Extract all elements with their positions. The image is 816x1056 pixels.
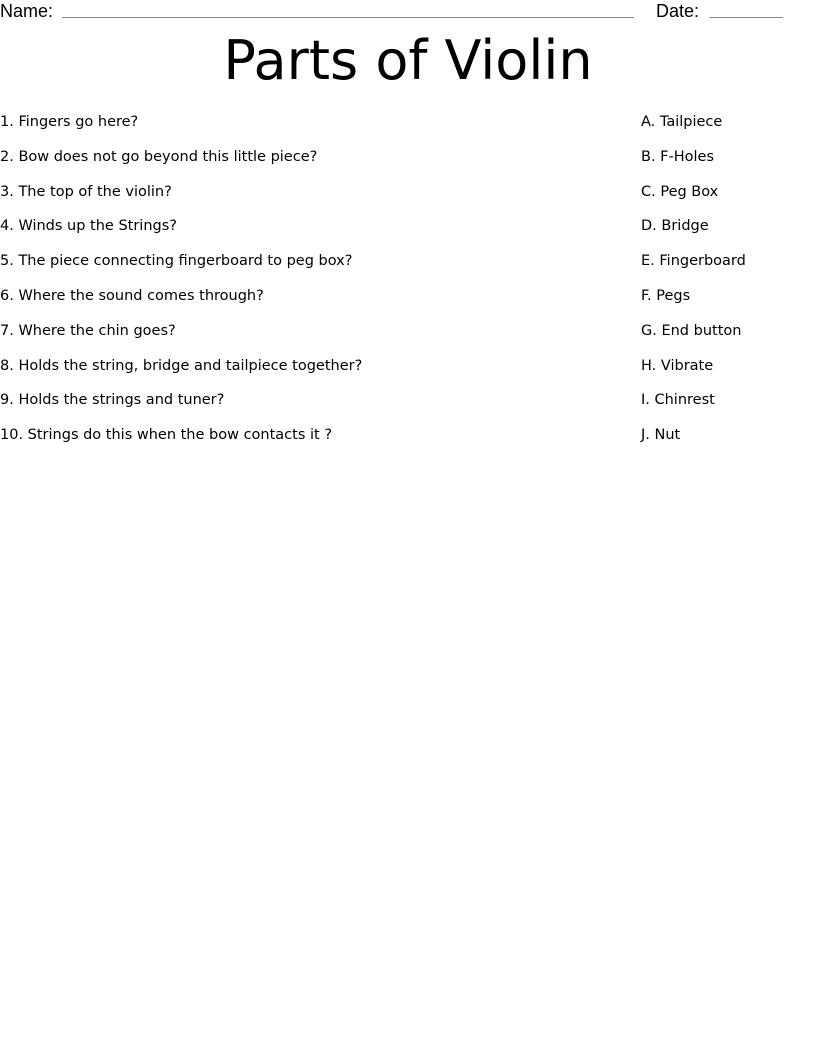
question-list bbox=[0, 111, 620, 459]
answer-item: H. Vibrate bbox=[641, 357, 714, 374]
page-title: Parts of Violin bbox=[223, 29, 593, 92]
question-item: 7. Where the chin goes? bbox=[0, 322, 176, 339]
question-item: 8. Holds the string, bridge and tailpiece together? bbox=[0, 357, 363, 374]
date-blank-line bbox=[709, 17, 783, 18]
answer-item: C. Peg Box bbox=[641, 183, 719, 200]
answer-item: E. Fingerboard bbox=[641, 253, 746, 270]
answer-item: G. End button bbox=[641, 322, 742, 339]
question-item: 10. Strings do this when the bow contacts it ? bbox=[0, 427, 333, 444]
name-label: Name: bbox=[0, 1, 54, 21]
name-blank-line bbox=[62, 17, 634, 18]
question-item: 1. Fingers go here? bbox=[0, 114, 139, 130]
answer-item: J. Nut bbox=[641, 427, 681, 444]
answer-item: B. F-Holes bbox=[641, 148, 715, 165]
date-label: Date: bbox=[656, 1, 700, 21]
worksheet-header bbox=[0, 0, 816, 24]
answer-item: A. Tailpiece bbox=[641, 114, 723, 130]
answer-item: I. Chinrest bbox=[641, 392, 715, 409]
answer-list bbox=[641, 111, 811, 459]
question-item: 2. Bow does not go beyond this little piece? bbox=[0, 148, 318, 165]
question-item: 5. The piece connecting fingerboard to peg box? bbox=[0, 253, 353, 270]
question-item: 4. Winds up the Strings? bbox=[0, 218, 177, 235]
question-item: 9. Holds the strings and tuner? bbox=[0, 392, 225, 409]
question-item: 6. Where the sound comes through? bbox=[0, 287, 264, 304]
answer-item: D. Bridge bbox=[641, 218, 709, 235]
question-item: 3. The top of the violin? bbox=[0, 183, 172, 200]
answer-item: F. Pegs bbox=[641, 287, 691, 304]
